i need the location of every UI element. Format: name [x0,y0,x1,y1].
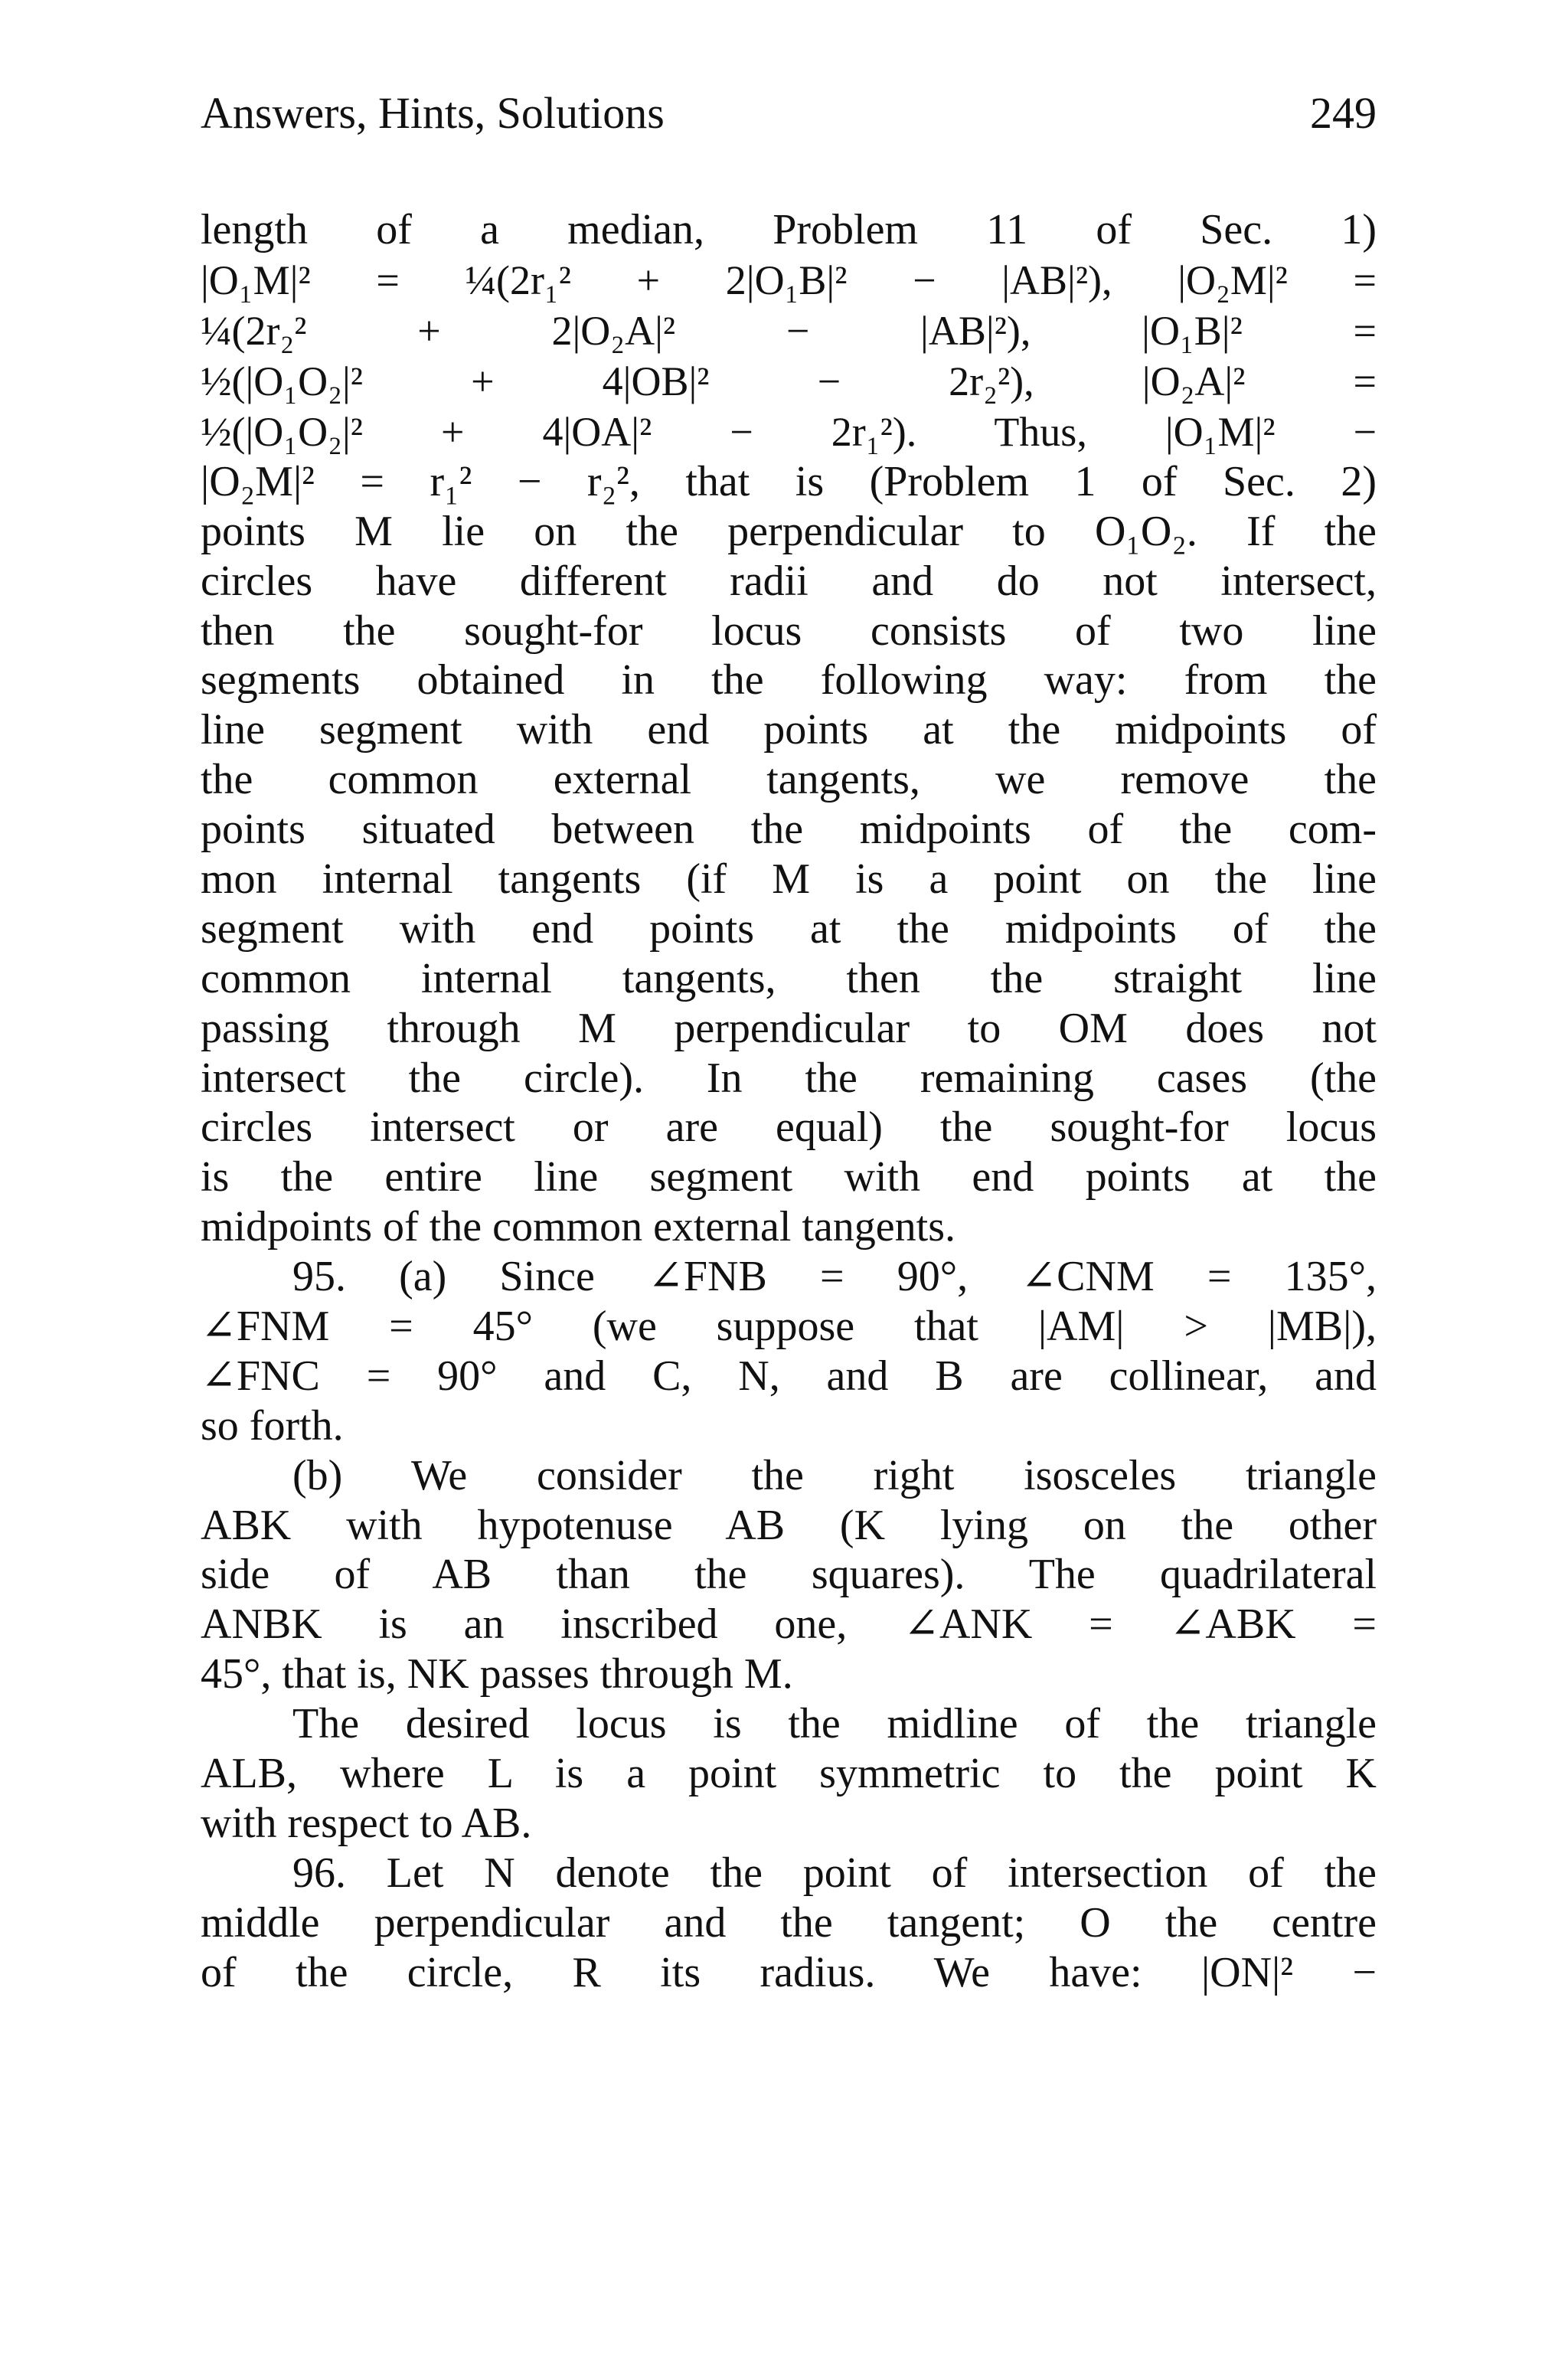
text-line: segments obtained in the following way: from the [201,656,1377,705]
text-line: intersect the circle). In the remaining cases (the [201,1054,1377,1102]
paragraph-start-line: The desired locus is the midline of the triangle [292,1700,1377,1748]
equation-line: ¼(2r₂² + 2|O₂A|² − |AB|²), |O₁B|² = [201,307,1377,354]
text-line: ABK with hypotenuse AB (K lying on the other [201,1501,1377,1549]
page-number: 249 [1310,88,1377,138]
text-line: points M lie on the perpendicular to O₁O₂. If the [201,507,1377,555]
text-line: middle perpendicular and the tangent; O the centre [201,1898,1377,1947]
text-line: ANBK is an inscribed one, ∠ANK = ∠ABK = [201,1600,1377,1649]
text-line: of the circle, R its radius. We have: |ON|² − [201,1948,1377,1996]
equation-line: ½(|O₁O₂|² + 4|OB|² − 2r₂²), |O₂A|² = [201,358,1377,404]
running-head [201,83,1377,144]
problem-95-start: 95. (a) Since ∠FNB = 90°, ∠CNM = 135°, [292,1253,1377,1301]
text-line: line segment with end points at the midpoints of [201,706,1377,754]
equation-line: ½(|O₁O₂|² + 4|OA|² − 2r₁²). Thus, |O₁M|² − [201,408,1377,455]
equation-line: |O₁M|² = ¼(2r₁² + 2|O₁B|² − |AB|²), |O₂M|² = [201,257,1377,303]
text-line: ALB, where L is a point symmetric to the point K [201,1750,1377,1798]
text-line: ∠FNM = 45° (we suppose that |AM| > |MB|), [201,1303,1377,1351]
body-text [201,205,1377,1998]
paragraph-end-line: midpoints of the common external tangents. [201,1203,956,1251]
text-line: common internal tangents, then the straight line [201,954,1377,1002]
part-b-start: (b) We consider the right isosceles triangle [292,1451,1377,1499]
text-line: side of AB than the squares). The quadrilateral [201,1551,1377,1599]
text-line: ∠FNC = 90° and C, N, and B are collinear, and [201,1352,1377,1400]
problem-96-start: 96. Let N denote the point of intersection of the [292,1849,1377,1897]
text-line: circles have different radii and do not intersect, [201,557,1377,605]
running-head-title: Answers, Hints, Solutions [201,88,665,138]
text-line: mon internal tangents (if M is a point on the line [201,855,1377,904]
text-line: points situated between the midpoints of the com- [201,806,1377,854]
paragraph-end-line: with respect to AB. [201,1799,532,1847]
paragraph-end-line: so forth. [201,1401,344,1450]
text-line: |O₂M|² = r₁² − r₂², that is (Problem 1 of Sec. 2) [201,457,1377,505]
text-line: is the entire line segment with end points at the [201,1153,1377,1201]
text-line: length of a median, Problem 11 of Sec. 1) [201,206,1377,253]
text-line: passing through M perpendicular to OM does not [201,1004,1377,1052]
text-line: then the sought-for locus consists of two line [201,606,1377,655]
text-line: segment with end points at the midpoints of the [201,904,1377,953]
text-line: circles intersect or are equal) the sought-for locus [201,1103,1377,1152]
text-line: the common external tangents, we remove the [201,756,1377,804]
paragraph-end-line: 45°, that is, NK passes through M. [201,1650,793,1698]
